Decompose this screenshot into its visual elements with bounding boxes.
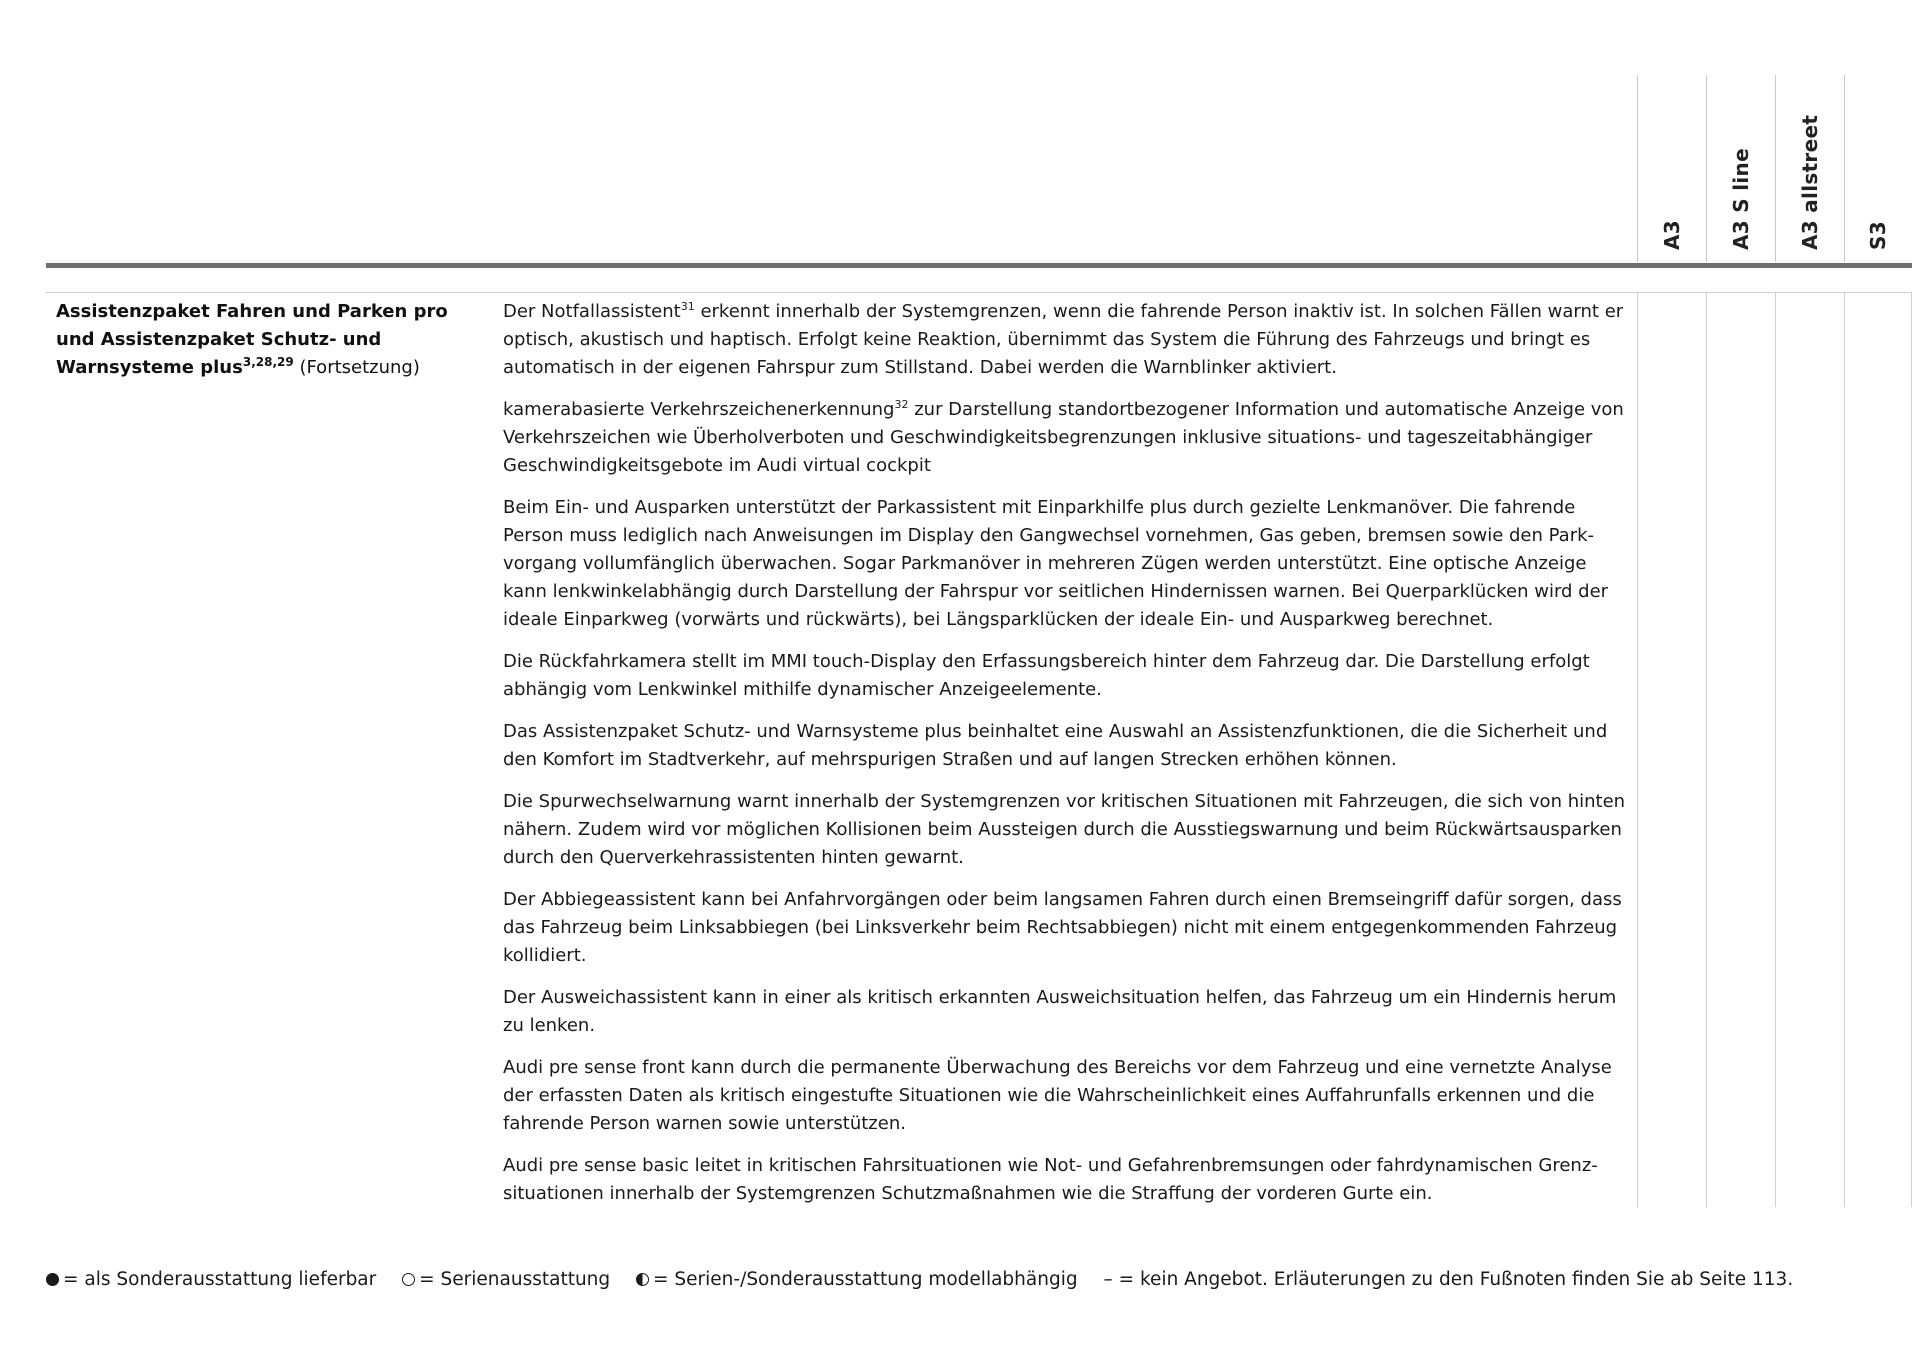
paragraph-pre-sense-front: Audi pre sense front kann durch die permanente Überwachung des Bereichs vor dem Fahrzeug und eine vernetzte Analyse der erfassten Daten als kritisch eingestufte Situationen wie die Wahrscheinlichkeit eines Auffahrunfalls erkennen und die fahrende Person warnen sowie unterstützen. — [503, 1057, 1612, 1134]
footnote-ref: 31 — [680, 300, 695, 313]
paragraph-schutz-warnsysteme: Das Assistenzpaket Schutz- und Warnsysteme plus beinhaltet eine Auswahl an Assistenzfunktionen, die die Sicherheit und den Komfort im Stadtverkehr, auf mehrspurigen Straßen und auf langen Strecken erhöhen können. — [503, 721, 1608, 770]
row-title-text: Assistenzpaket Fahren und Parken pro und Assistenzpaket Schutz- und Warnsysteme plus — [56, 301, 448, 378]
column-divider — [1844, 293, 1845, 1207]
column-divider — [1775, 293, 1776, 1207]
header-divider — [46, 263, 1912, 268]
filled-circle-icon — [46, 1273, 59, 1286]
paragraph-pre-sense-basic: Audi pre sense basic leitet in kritischen Fahrsituationen wie Not- und Gefahrenbremsungen oder fahrdynamischen Grenzsituationen innerhalb der Systemgrenzen Schutzmaßnahmen wie die Straffung der vorderen Gurte ein. — [503, 1155, 1598, 1204]
legend-optional: = als Sonderausstattung lieferbar — [46, 1269, 376, 1290]
column-header-a3 — [1637, 75, 1707, 262]
half-circle-icon — [636, 1273, 649, 1286]
column-label: A3 S line — [1728, 148, 1753, 250]
paragraph-verkehrszeichenerkennung: kamerabasierte Verkehrszeichenerkennung$^{32}$ zur Darstellung standortbezogener Information und automatische Anzeige von Verkehrszeichen wie Überholverboten und Geschwindigkeitsbegrenzungen inklusive situations- und tageszeitabhängiger Geschwindigkeitsgebote im Audi virtual cockpit — [503, 398, 1624, 476]
column-divider — [1637, 293, 1638, 1207]
paragraph-spurwechselwarnung: Die Spurwechselwarnung warnt innerhalb der Systemgrenzen vor kritischen Situationen mit Fahrzeugen, die sich von hinten nähern. Zudem wird vor möglichen Kollisionen beim Aussteigen durch die Ausstiegswarnung und beim Rückwärtsausparken durch den Querverkehrassistenten hinten gewarnt. — [503, 791, 1626, 868]
legend-standard: = Serienausstattung — [402, 1269, 610, 1290]
row-title — [56, 298, 476, 382]
row-top-divider — [46, 292, 1912, 293]
column-header-a3-s-line — [1706, 75, 1776, 262]
column-header-s3 — [1844, 75, 1913, 262]
paragraph-ausweichassistent: Der Ausweichassistent kann in einer als kritisch erkannten Ausweichsituation helfen, das Fahrzeug um ein Hindernis herum zu lenken. — [503, 987, 1617, 1036]
paragraph-abbiegeassistent: Der Abbiegeassistent kann bei Anfahrvorgängen oder beim langsamen Fahren durch einen Bremseingriff dafür sorgen, dass das Fahrzeug beim Linksabbiegen (bei Linksverkehr beim Rechtsabbiegen) nicht mit einem entgegenkommenden Fahrzeug kollidiert. — [503, 889, 1622, 966]
footnote-ref: 3,28,29 — [242, 355, 294, 369]
column-label: S3 — [1866, 221, 1890, 250]
column-label: A3 — [1659, 220, 1684, 250]
paragraph-rueckfahrkamera: Die Rückfahrkamera stellt im MMI touch-Display den Erfassungsbereich hinter dem Fahrzeug dar. Die Darstellung erfolgt abhängig vom Lenkwinkel mithilfe dynamischer Anzeigeelemente. — [503, 651, 1590, 700]
feature-description — [503, 298, 1628, 1222]
column-label: A3 allstreet — [1797, 114, 1822, 250]
legend — [46, 1266, 1896, 1294]
row-title-suffix: (Fortsetzung) — [293, 357, 420, 378]
footnote-ref: 32 — [894, 398, 909, 411]
column-divider — [1706, 293, 1707, 1207]
column-divider — [1911, 293, 1912, 1207]
paragraph-parkassistent: Beim Ein- und Ausparken unterstützt der Parkassistent mit Einparkhilfe plus durch gezielte Lenkmanöver. Die fahrende Person muss lediglich nach Anweisungen im Display den Gangwechsel vornehmen, Gas geben, bremsen sowie den Parkvorgang vollumfänglich überwachen. Sogar Parkmanöver in mehreren Zügen werden unterstützt. Eine optische Anzeige kann lenkwinkelabhängig durch Darstellung der Fahrspur vor seitlichen Hindernissen warnen. Bei Querparklücken wird der ideale Einparkweg (vorwärts und rückwärts), bei Längsparklücken der ideale Ein- und Ausparkweg berechnet. — [503, 497, 1609, 630]
column-header-a3-allstreet — [1775, 75, 1845, 262]
paragraph-notfallassistent: Der Notfallassistent$^{31}$ erkennt innerhalb der Systemgrenzen, wenn die fahrende Person inaktiv ist. In solchen Fällen warnt er optisch, akustisch und haptisch. Erfolgt keine Reaktion, übernimmt das System die Führung des Fahrzeugs und bringt es automatisch in der eigenen Fahrspur zum Stillstand. Dabei werden die Warnblinker aktiviert. — [503, 300, 1624, 378]
empty-circle-icon — [402, 1273, 415, 1286]
legend-mixed: = Serien-/Sonderausstattung modellabhängig — [636, 1269, 1078, 1290]
legend-none: – = kein Angebot. Erläuterungen zu den Fußnoten finden Sie ab Seite 113. — [1103, 1269, 1794, 1290]
